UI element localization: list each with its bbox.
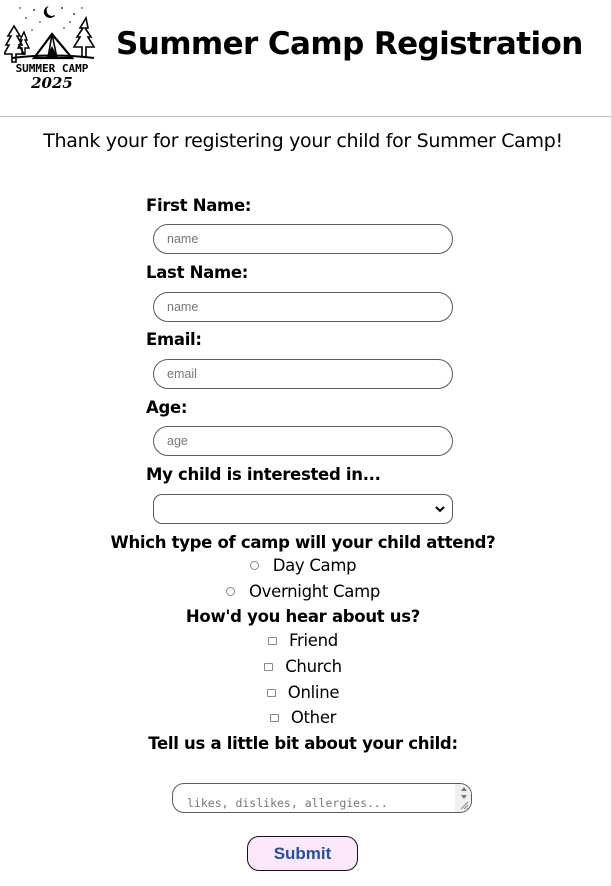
first-name-label: First Name: bbox=[146, 196, 252, 215]
checkbox[interactable] bbox=[268, 637, 277, 645]
page-header bbox=[0, 0, 611, 117]
referral-option-label: Online bbox=[287, 683, 340, 702]
radio-button[interactable] bbox=[226, 587, 235, 596]
age-label: Age: bbox=[146, 398, 188, 417]
email-input[interactable] bbox=[153, 359, 453, 389]
camp-type-option-label: Day Camp bbox=[272, 556, 357, 575]
scroll-down-icon[interactable] bbox=[461, 795, 467, 799]
camp-type-option-label: Overnight Camp bbox=[248, 582, 381, 601]
referral-option-label: Other bbox=[290, 708, 337, 727]
email-label: Email: bbox=[146, 330, 202, 349]
about-placeholder: likes, dislikes, allergies... bbox=[187, 796, 388, 810]
resize-grip-icon[interactable] bbox=[460, 801, 469, 810]
last-name-input[interactable] bbox=[153, 292, 453, 322]
scroll-up-icon[interactable] bbox=[461, 787, 467, 791]
checkbox[interactable] bbox=[267, 689, 276, 697]
last-name-label: Last Name: bbox=[146, 263, 249, 282]
logo-line1: SUMMER CAMP bbox=[15, 62, 89, 75]
camp-type-option[interactable] bbox=[0, 556, 606, 575]
interest-label: My child is interested in... bbox=[146, 465, 381, 484]
about-label: Tell us a little bit about your child: bbox=[148, 734, 458, 753]
camp-type-label: Which type of camp will your child attend? bbox=[110, 533, 496, 552]
chevron-down-icon bbox=[434, 503, 446, 515]
interest-select[interactable] bbox=[153, 494, 453, 524]
page-title: Summer Camp Registration bbox=[116, 26, 583, 62]
first-name-input[interactable] bbox=[153, 224, 453, 254]
camp-tent-logo bbox=[4, 4, 100, 92]
intro-text: Thank your for registering your child for Summer Camp! bbox=[43, 130, 563, 152]
camp-type-option[interactable] bbox=[0, 582, 606, 601]
checkbox[interactable] bbox=[270, 714, 279, 722]
referral-label: How'd you hear about us? bbox=[185, 607, 421, 626]
referral-option-label: Church bbox=[285, 657, 342, 676]
about-textarea[interactable] bbox=[172, 783, 472, 813]
submit-button[interactable]: Submit bbox=[247, 836, 358, 871]
referral-option[interactable] bbox=[0, 657, 606, 676]
referral-option[interactable] bbox=[0, 631, 606, 650]
radio-button[interactable] bbox=[250, 561, 259, 570]
age-input[interactable] bbox=[153, 426, 453, 456]
referral-option-label: Friend bbox=[289, 631, 338, 650]
referral-option[interactable] bbox=[0, 708, 606, 727]
referral-option[interactable] bbox=[0, 683, 606, 702]
logo-line2: 2025 bbox=[31, 74, 73, 92]
checkbox[interactable] bbox=[264, 663, 273, 671]
